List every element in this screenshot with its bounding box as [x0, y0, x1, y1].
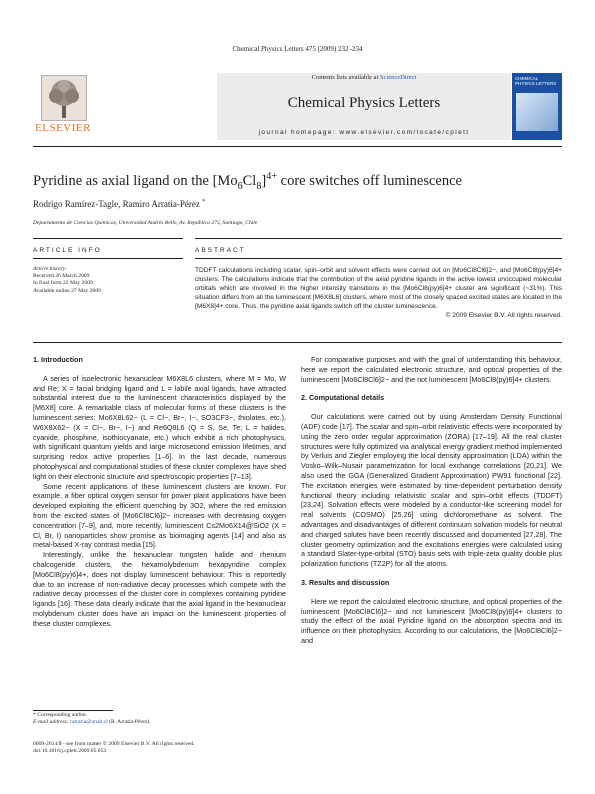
section-computational: 2. Computational details	[301, 393, 385, 403]
journal-masthead	[217, 73, 511, 140]
results-paragraph: Here we report the calculated electronic structure, and optical properties of the luminescent [Mo6Cl8Cl6]2− and not luminescent [Mo6Cl8(py)6]4+ clusters to study the effect of the axial Pyridine ligand on the absorption spectra and its influence on their photophysics. According to our calculations, the [Mo6Cl8Cl6]2− and	[301, 596, 562, 645]
article-title: Pyridine as axial ligand on the $[Mo_6Cl_8]^{4+}$ core switches off luminescence	[33, 171, 462, 192]
footnote-rule	[33, 710, 113, 711]
corresponding-author: * Corresponding author.	[33, 712, 88, 718]
author-list: Rodrigo Ramírez-Tagle, Ramiro Arratia-Pérez *	[33, 198, 206, 209]
intro-paragraph-4: For comparative purposes and with the goal of understanding this behaviour, here we report the calculated electronic structure, and optical properties of the luminescent [Mo6Cl8Cl6]2− and the not luminescent [Mo6Cl8(py)6]4+ clusters.	[301, 355, 562, 384]
right-column	[301, 355, 562, 646]
elsevier-logo[interactable]	[33, 73, 93, 137]
intro-paragraph-1: A series of isoelectronic hexanuclear M6X8L6 clusters, where M = Mo, W and Re; X = facial bridging ligand and L = labile axial ligands, have attracted substantial interest due to the luminescent characteristics displayed by the [M6X8] core. A remarkable class of molecular forms of these clusters is the luminescent series: Mo6X8L62− (L = Cl−, Br−, I−, SO3CF3−, thiolates, etc.), W6X8X62− (X = Cl−, Br−, I−) and Re6Q8L6 (Q = S, Se, Te; L = halides, cyanide, phosphine, isothiocyanate, etc.) which exhibit a rich photophysics, with significant quantum yields and large microsecond emission lifetimes, and surprising redox active properties [1–6]. In the last decade, numerous photophysical and computational studies of these cluster complexes have shed light on their electronic structure and spectroscopic properties [7–13].	[33, 373, 286, 481]
info-rule	[33, 238, 183, 239]
corresponding-mark[interactable]: *	[202, 198, 206, 205]
article-history: Article history: Received 26 March 2009 In final form 22 May 2009 Available online 27 May 2009	[33, 266, 101, 294]
sciencedirect-link[interactable]: ScienceDirect	[379, 74, 417, 81]
abstract-heading: ABSTRACT	[195, 247, 246, 254]
info-rule-2	[33, 258, 183, 259]
abstract-text: TDDFT calculations including scalar, spin–orbit and solvent effects were carried out on [Mo6Cl8Cl6]2−, and [Mo6Cl8(py)6]4+ clusters. The calculations indicate that the contribution of the axial pyridine ligands in the active lowest unoccupied molecular orbitals which are involved in the higher intensity transitions in the [Mo6Cl8(py)6]4+ cluster are significant (~31%). This situation differs from all the luminescent [M6X8L6] clusters, where most of the closely spaced excited states are located in the [M6X8]4+ core. Thus, the pyridine axial ligands switch off the cluster luminescence.	[195, 267, 562, 310]
contents-line: Contents lists available at ScienceDirect	[311, 74, 417, 81]
publisher-name: ELSEVIER	[35, 122, 91, 134]
journal-citation: Chemical Physics Letters 475 (2009) 232–234	[232, 45, 363, 53]
tree-icon	[41, 75, 87, 121]
left-column	[33, 355, 286, 629]
bottom-meta	[33, 741, 195, 756]
section-introduction: 1. Introduction	[33, 355, 83, 364]
article-info-heading: ARTICLE INFO	[33, 247, 102, 254]
doi-line[interactable]: doi:10.1016/j.cplett.2009.05.053	[33, 748, 107, 755]
footnote: * Corresponding author. E-mail address: rarratia@unab.cl (R. Arratia-Pérez).	[33, 712, 173, 726]
journal-banner	[33, 73, 562, 140]
journal-title: Chemical Physics Letters	[287, 95, 441, 111]
intro-paragraph-3: Interestingly, unlike the hexanuclear tungsten halide and rhenium chalcogenide clusters, the hexamolybdenum hexapyridine complex [Mo6Cl8(py)6]4+, does not display luminescent behaviour. This is reportedly due to an increase of non-radiative decay processes which compete with the radiative decay processes of the cluster core in complexes containing pyridine ligands [16]. These data clearly indicate that the axial ligand in the hexanuclear molybdenum cluster does have an impact on the luminescent properties of these cluster complexes.	[33, 550, 286, 628]
body-rule	[33, 342, 562, 343]
issn-line: 0009-2614/$ - see front matter © 2009 Elsevier B.V. All rights reserved.	[33, 741, 195, 747]
section-results: 3. Results and discussion	[301, 577, 390, 587]
intro-paragraph-2: Some recent applications of these luminescent clusters are known. For example, a fiber optical oxygen sensor for power plant applications have been developed exploiting the efficient quenching by 3O2, where the red emission from the excited states of [Mo6Cl8Cl6]2− increases with decreasing oxygen concentration [7–9], and, more recently, luminescent Cs2Mo6X14@SiO2 (X = Cl, Br, I) nanoparticles show promise as bioimaging agents [14] and also as metal-based X-ray contrast media [15].	[33, 481, 286, 550]
abstract-rule-2	[195, 258, 562, 259]
abstract-body	[195, 266, 562, 320]
email-link[interactable]: rarratia@unab.cl	[70, 719, 108, 726]
computational-paragraph: Our calculations were carried out by using Amsterdam Density Functional (ADF) code [17]. The scalar and spin–orbit relativistic effects were incorporated by using the zero order regular approximation (ZORA) [17–19]. All the real cluster structures were fully optimized via analytical energy gradient method implemented by Verluis and Ziegler employing the local density approximation (LDA) within the Vosko–Wilk–Nusair parametrization for local exchange correlations [20,21]. We also used the GGA (Generalized Gradient Approximation) PW91 functional [22]. The excitation energies were estimated by time-dependent perturbation density functional theory including relativistic scalar and spin–orbit effects (TDDFT) [23,24]. Solvation effects were modeled by a conductor-like screening model for real solvents (COSMO) [25,26] using dichloromethane as solvent. The advantages and disadvantages of different continuum solvation models for neutral and charged solutes have been recently discussed and documented [27,28]. The cluster geometry optimization and the excitations energies were calculated using a standard Slater-type-orbital (STO) basis sets with triple-zeta quality double plus polarization functions (TZ2P) for all the atoms.	[301, 412, 563, 569]
cover-title: CHEMICAL PHYSICS LETTERS	[515, 76, 557, 86]
journal-homepage[interactable]: journal homepage: www.elsevier.com/locate/cplett	[258, 129, 470, 136]
cover-image	[516, 93, 558, 131]
header-rule	[33, 146, 562, 147]
copyright: © 2009 Elsevier B.V. All rights reserved.	[445, 312, 562, 319]
abstract-rule	[195, 238, 562, 239]
journal-cover	[512, 73, 562, 140]
affiliation: Departamento de Ciencias Químicas, Universidad Andrés Bello, Av. República 275, Santiago, Chile	[33, 220, 258, 226]
